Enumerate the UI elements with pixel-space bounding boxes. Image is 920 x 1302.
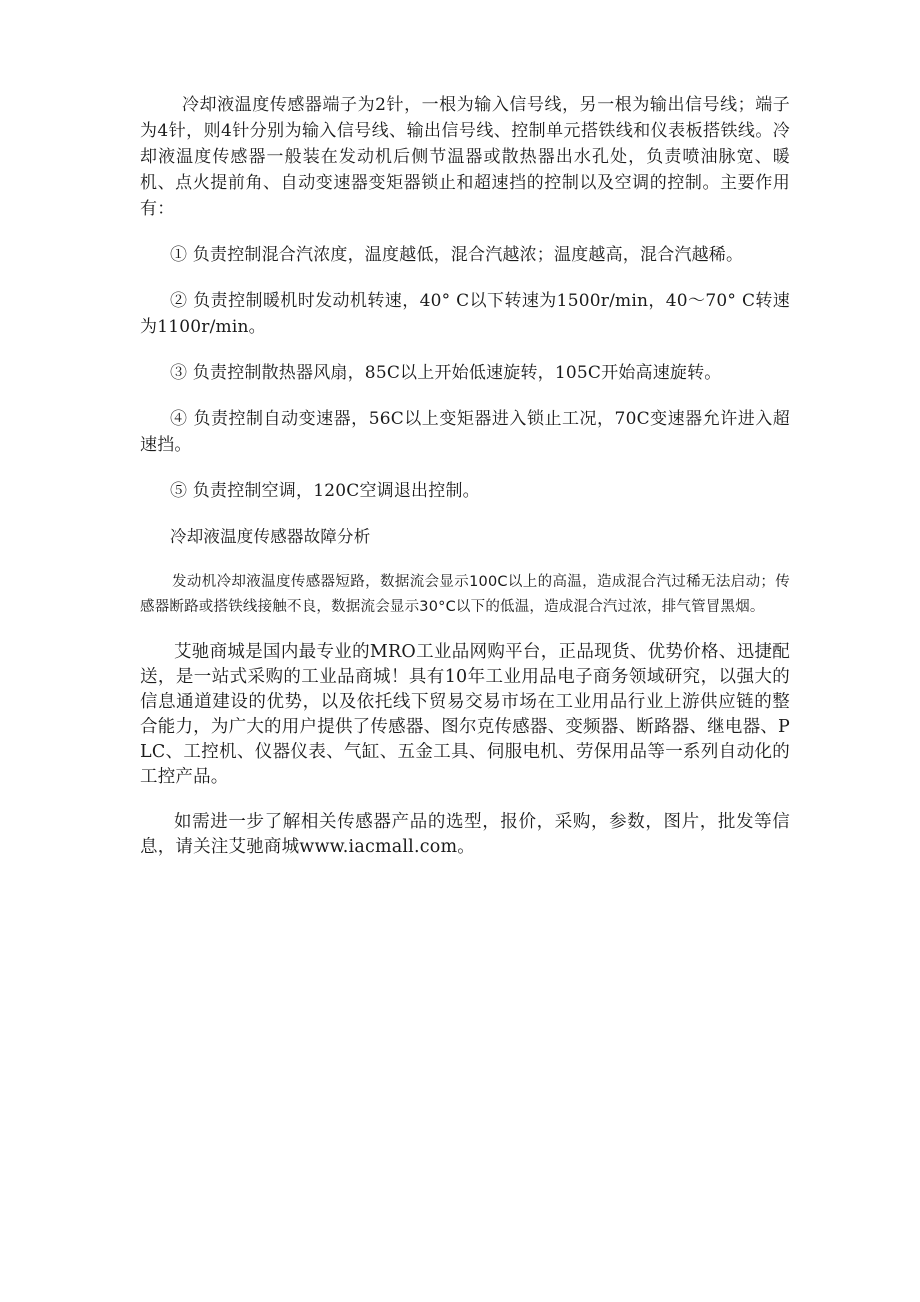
fault-paragraph: 发动机冷却液温度传感器短路，数据流会显示100C以上的高温，造成混合汽过稀无法启动；传感器断路或搭铁线接触不良，数据流会显示30°C以下的低温，造成混合汽过浓，排气管冒黑烟。 [140,574,790,615]
contact-paragraph: 如需进一步了解相关传感器产品的选型，报价，采购，参数，图片，批发等信息，请关注艾驰商城www.iacmall.com。 [140,812,790,857]
document-page [140,92,790,860]
function-item-5: ⑤ 负责控制空调，120C空调退出控制。 [170,481,480,501]
function-item-1: ① 负责控制混合汽浓度，温度越低，混合汽越浓；温度越高，混合汽越稀。 [170,245,744,265]
fault-heading: 冷却液温度传感器故障分析 [170,527,371,546]
function-item-4: ④ 负责控制自动变速器，56C以上变矩器进入锁止工况，70C变速器允许进入超速挡。 [140,409,790,455]
intro-paragraph: 冷却液温度传感器端子为2针，一根为输入信号线，另一根为输出信号线；端子为4针，则4针分别为输入信号线、输出信号线、控制单元搭铁线和仪表板搭铁线。冷却液温度传感器一般装在发动机后侧节温器或散热器出水孔处，负责喷油脉宽、暖机、点火提前角、自动变速器变矩器锁止和超速挡的控制以及空调的控制。主要作用有： [140,95,790,219]
company-paragraph: 艾驰商城是国内最专业的MRO工业品网购平台，正品现货、优势价格、迅捷配送，是一站式采购的工业品商城！具有10年工业用品电子商务领域研究，以强大的信息通道建设的优势，以及依托线下贸易交易市场在工业用品行业上游供应链的整合能力，为广大的用户提供了传感器、图尔克传感器、变频器、断路器、继电器、PLC、工控机、仪器仪表、气缸、五金工具、伺服电机、劳保用品等一系列自动化的工控产品。 [140,642,790,787]
function-item-3: ③ 负责控制散热器风扇，85C以上开始低速旋转，105C开始高速旋转。 [170,363,722,383]
function-item-2: ② 负责控制暖机时发动机转速，40° C以下转速为1500r/min，40～70° C转速为1100r/min。 [140,291,790,337]
